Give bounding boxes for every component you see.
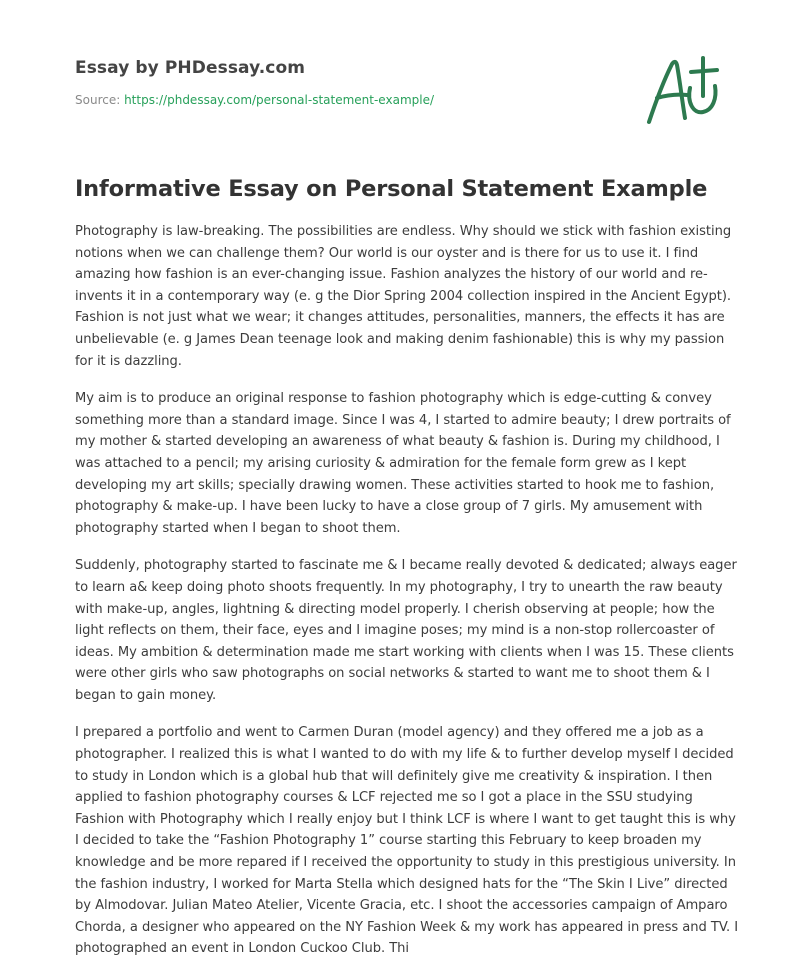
essay-paragraph: My aim is to produce an original response to fashion photography which is edge-cutting & convey something more than a standard image. Since I was 4, I started to admire beauty; I drew portraits of my mother & started developing an awareness of what beauty & fashion is. During my childhood, I was attached to a pencil; my arising curiosity & admiration for the female form grew as I kept developing my art skills; specially drawing women. These activities started to hook me to fashion, photography & make-up. I have been lucky to have a close group of 7 girls. My amusement with photography started when I began to shoot them.	[75, 391, 731, 536]
source-line	[75, 93, 635, 107]
source-link[interactable]: https://phdessay.com/personal-statement-example/	[124, 93, 435, 107]
essay-header	[75, 58, 635, 107]
site-brand: Essay by PHDessay.com	[75, 58, 306, 78]
essay-paragraph: Suddenly, photography started to fascinate me & I became really devoted & dedicated; always eager to learn a& keep doing photo shoots frequently. In my photography, I try to unearth the raw beauty with make-up, angles, lightning & directing model properly. I cherish observing at people; how the light reflects on them, their face, eyes and I imagine poses; my mind is a non-stop rollercoaster of ideas. My ambition & determination made me start working with clients when I was 15. These clients were other girls who saw photographs on social networks & started to want me to shoot them & I began to gain money.	[75, 558, 737, 703]
essay-paragraph: Photography is law-breaking. The possibilities are endless. Why should we stick with fashion existing notions when we can challenge them? Our world is our oyster and is there for us to use it. I find amazing how fashion is an ever-changing issue. Fashion analyzes the history of our world and re-invents it in a contemporary way (e. g the Dior Spring 2004 collection inspired in the Ancient Egypt). Fashion is not just what we wear; it changes attitudes, personalities, manners, the effects it has are unbelievable (e. g James Dean teenage look and making denim fashionable) this is why my passion for it is dazzling.	[75, 224, 732, 369]
source-label: Source:	[75, 93, 125, 107]
a-plus-grade-icon	[643, 52, 723, 130]
essay-paragraph: I prepared a portfolio and went to Carmen Duran (model agency) and they offered me a job as a photographer. I realized this is what I wanted to do with my life & to further develop myself I decided to study in London which is a global hub that will definitely give me creativity & inspiration. I then applied to fashion photography courses & LCF rejected me so I got a place in the SSU studying Fashion with Photography which I really enjoy but I think LCF is where I want to get taught this is why I decided to take the “Fashion Photography 1” course starting this February to keep broaden my knowledge and be more repared if I received the opportunity to study in this prestigious university. In the fashion industry, I worked for Marta Stella which designed hats for the “The Skin I Live” directed by Almodovar. Julian Mateo Atelier, Vicente Gracia, etc. I shoot the accessories campaign of Amparo Chorda, a designer who appeared on the NY Fashion Week & my work has appeared in press and TV. I photographed an event in London Cuckoo Club. Thi	[75, 725, 739, 957]
essay-body	[75, 221, 740, 976]
essay-title: Informative Essay on Personal Statement Example	[75, 176, 708, 202]
